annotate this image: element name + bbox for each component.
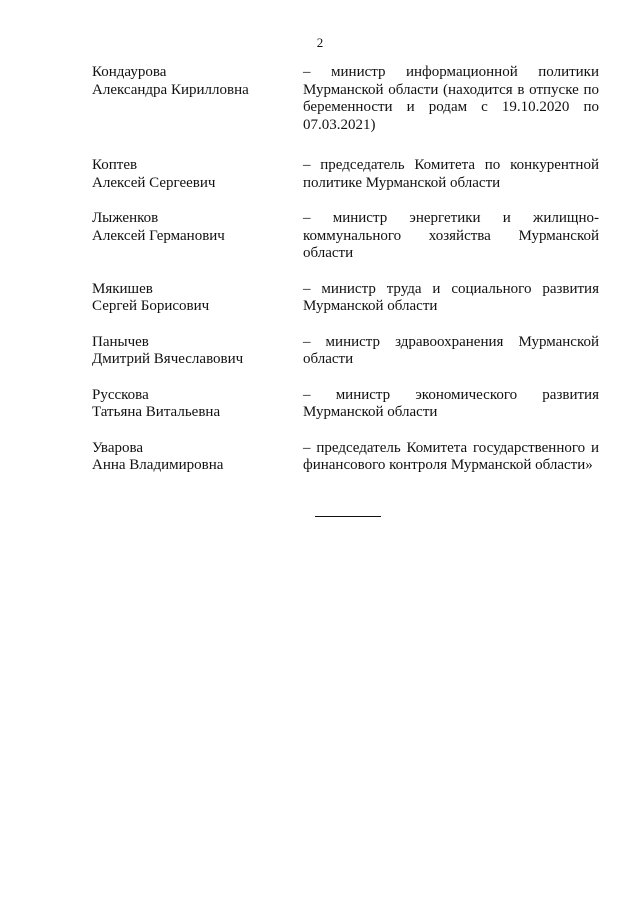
position-description: – председатель Комитета государственного и финансового контроля Мурманской области» [303,439,599,473]
position-description: – министр труда и социального развития Мурманской области [303,280,599,314]
person-name [92,157,303,192]
position-description: – министр экономического развития Мурманской области [303,386,599,420]
surname: Коптев [92,157,138,173]
list-item [0,281,640,316]
given-names: Александра Кирилловна [92,81,249,98]
page-number: 2 [316,35,324,50]
given-names: Алексей Германович [92,227,225,244]
person-name [92,281,303,316]
person-name [92,64,303,99]
given-names: Татьяна Витальевна [92,404,221,420]
list-item [0,387,640,422]
person-name [92,440,303,475]
given-names: Сергей Борисович [92,298,210,314]
position-description: – министр информационной политики Мурманской области (находится в отпуске по беременности и родам с 19.10.2020 по 07.03.2021) [303,64,599,133]
surname: Уварова [92,439,144,456]
position-description: – министр здравоохранения Мурманской области [303,333,599,367]
surname: Мякишев [92,280,153,297]
surname: Русскова [92,386,149,403]
surname: Лыженков [92,210,159,226]
position-description: – министр энергетики и жилищно-коммунального хозяйства Мурманской области [303,210,599,261]
position-description: – председатель Комитета по конкурентной политике Мурманской области [303,157,599,191]
person-name [92,387,303,422]
closing-divider [315,516,381,517]
person-name [92,210,303,245]
officials-list [0,64,640,475]
surname: Кондаурова [92,64,167,80]
given-names: Алексей Сергеевич [92,174,216,191]
list-item [0,157,640,192]
list-item [0,210,640,263]
surname: Панычев [92,333,149,350]
given-names: Дмитрий Вячеславович [92,351,244,367]
list-item [0,64,640,134]
list-item [0,440,640,475]
given-names: Анна Владимировна [92,457,224,473]
person-name [92,334,303,369]
list-item [0,334,640,369]
